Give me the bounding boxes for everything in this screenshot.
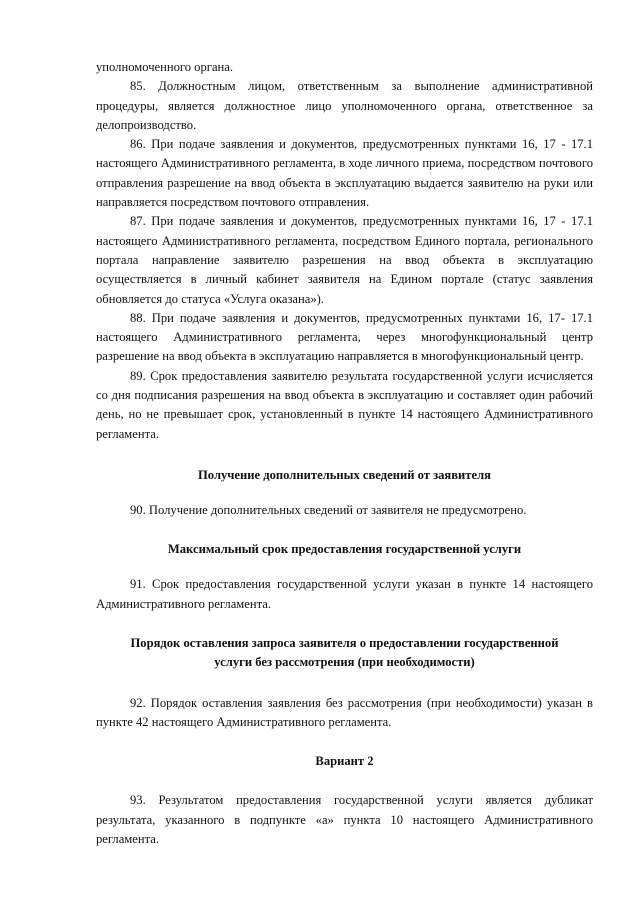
spacer — [96, 559, 593, 575]
paragraph-93: 93. Результатом предоставления государственной услуги является дубликат результата, указанного в подпункте «а» пункта 10 настоящего Административного регламента. — [96, 793, 593, 847]
paragraph-90: 90. Получение дополнительных сведений от заявителя не предусмотрено. — [130, 502, 527, 517]
paragraph-92: 92. Порядок оставления заявления без рассмотрения (при необходимости) указан в пункте 42 настоящего Административного регламента. — [96, 695, 593, 730]
spacer — [96, 672, 593, 694]
paragraph-86: 86. При подаче заявления и документов, предусмотренных пунктами 16, 17 - 17.1 настоящего Административного регламента, в ходе личного приема, посредством почтового отправления разрешение на ввод объекта в эксплуатацию выдается заявителю на руки или направляется посредством почтового отправления. — [96, 137, 593, 210]
heading-leave-request-line1: Порядок оставления запроса заявителя о предоставлении государственной — [130, 635, 559, 650]
spacer — [96, 444, 593, 466]
paragraph-88: 88. При подаче заявления и документов, предусмотренных пунктами 16, 17- 17.1 настоящего Административного регламента, через многофункциональный центр разрешение на ввод объекта в эксплуатацию направляется в многофункциональный центр. — [96, 310, 593, 364]
paragraph-91: 91. Срок предоставления государственной услуги указан в пункте 14 настоящего Административного регламента. — [96, 577, 593, 611]
spacer — [96, 614, 593, 634]
heading-additional-info: Получение дополнительных сведений от заявителя — [198, 467, 491, 482]
heading-leave-request-line2: услуги без рассмотрения (при необходимости) — [214, 654, 475, 669]
heading-variant-2: Вариант 2 — [315, 754, 374, 769]
spacer — [96, 732, 593, 752]
heading-max-term: Максимальный срок предоставления государственной услуги — [167, 542, 522, 557]
spacer — [96, 771, 593, 791]
spacer — [96, 485, 593, 501]
paragraph-continuation: уполномоченного органа. — [96, 60, 234, 74]
paragraph-87: 87. При подаче заявления и документов, предусмотренных пунктами 16, 17 - 17.1 настоящего Административного регламента, посредством Единого портала, регионального портала направление заявителю разрешения на ввод объекта в эксплуатацию осуществляется в личный кабинет заявителя на Едином портале (статус заявления обновляется до статуса «Услуга оказана»). — [96, 214, 593, 306]
paragraph-89: 89. Срок предоставления заявителю результата государственной услуги исчисляется со дня подписания разрешения на ввод объекта в эксплуатацию и составляет один рабочий день, но не превышает срок, установленный в пункте 14 настоящего Административного регламента. — [96, 368, 593, 441]
spacer — [96, 520, 593, 540]
paragraph-85: 85. Должностным лицом, ответственным за выполнение административной процедуры, является должностное лицо уполномоченного органа, ответственное за делопроизводство. — [96, 79, 593, 132]
